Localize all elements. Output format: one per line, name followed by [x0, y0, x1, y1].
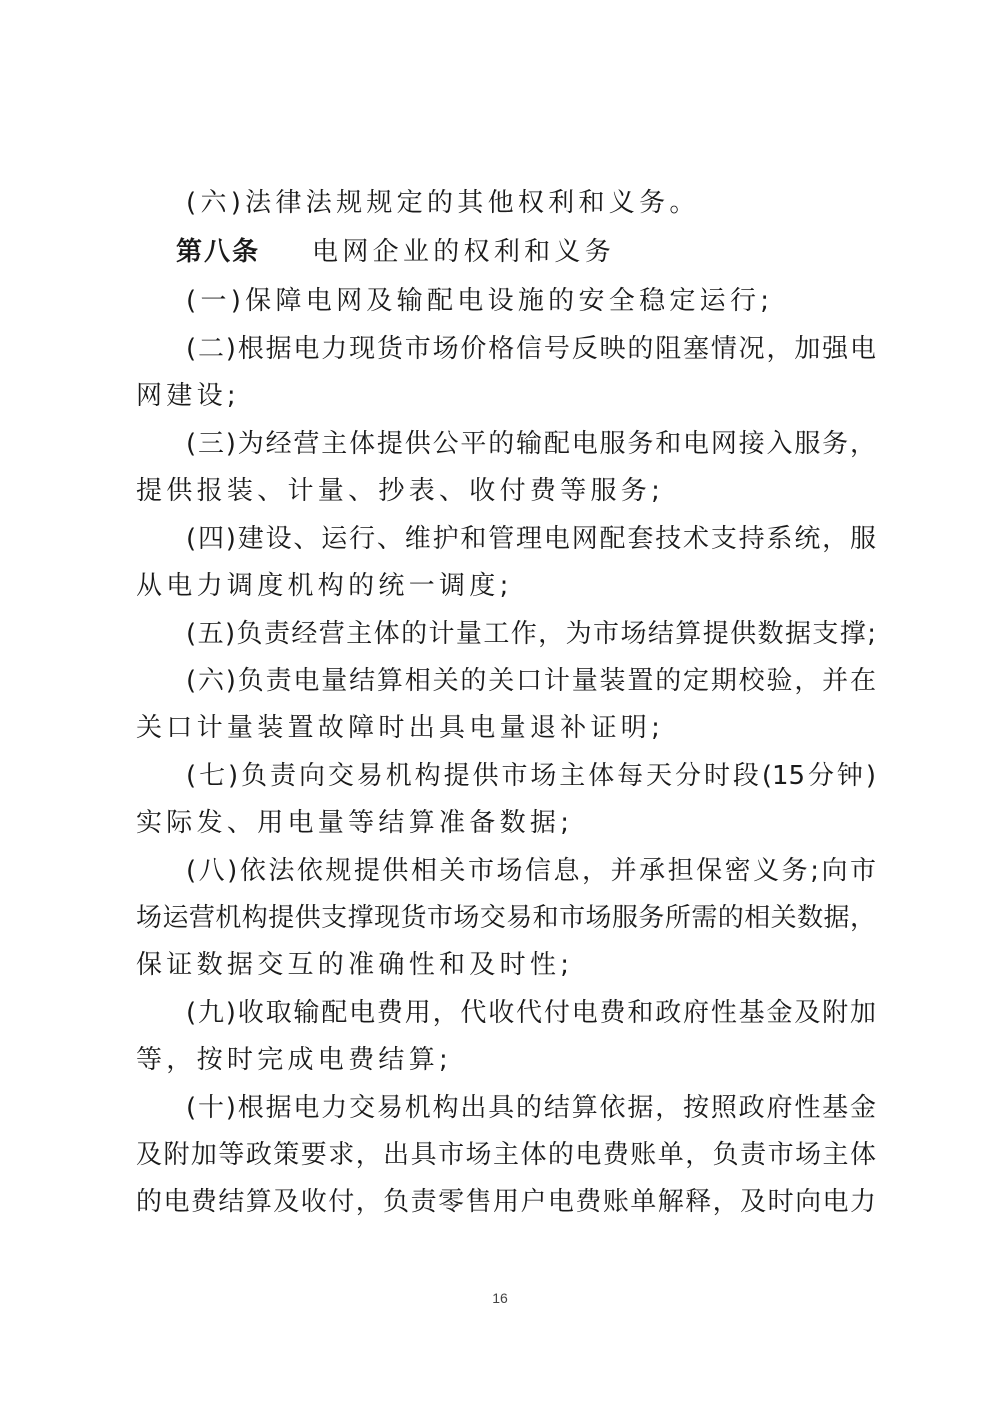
clause-line: (八)依法依规提供相关市场信息，并承担保密义务;向市 [186, 856, 876, 886]
clause-line: 的电费结算及收付，负责零售用户电费账单解释，及时向电力 [136, 1187, 876, 1217]
clause-line: 等，按时完成电费结算; [136, 1045, 453, 1075]
clause-line: (四)建设、运行、维护和管理电网配套技术支持系统，服 [186, 524, 876, 554]
clause-line: (十)根据电力交易机构出具的结算依据，按照政府性基金 [186, 1093, 876, 1123]
clause-line: 实际发、用电量等结算准备数据; [136, 808, 574, 838]
clause-line: (九)收取输配电费用，代收代付电费和政府性基金及附加 [186, 998, 876, 1028]
clause-line: 及附加等政策要求，出具市场主体的电费账单，负责市场主体 [136, 1140, 876, 1170]
clause-line: 网建设; [136, 381, 240, 411]
clause-line: (一)保障电网及输配电设施的安全稳定运行; [186, 286, 774, 316]
article-number: 第八条 [176, 237, 261, 267]
clause-line: 从电力调度机构的统一调度; [136, 571, 513, 601]
clause-line: (六)法律法规规定的其他权利和义务。 [186, 188, 700, 218]
clause-line: 保证数据交互的准确性和及时性; [136, 950, 574, 980]
clause-line: (三)为经营主体提供公平的输配电服务和电网接入服务， [186, 429, 876, 459]
clause-line: 场运营机构提供支撑现货市场交易和市场服务所需的相关数据， [136, 903, 876, 933]
clause-line: 关口计量装置故障时出具电量退补证明; [136, 713, 665, 743]
article-heading [176, 237, 916, 267]
clause-line: 提供报装、计量、抄表、收付费等服务; [136, 476, 665, 506]
clause-line: (六)负责电量结算相关的关口计量装置的定期校验，并在 [186, 666, 876, 696]
clause-line: (二)根据电力现货市场价格信号反映的阻塞情况，加强电 [186, 334, 876, 364]
page-number: 16 [492, 1290, 508, 1306]
article-title: 电网企业的权利和义务 [312, 237, 616, 267]
clause-line: (五)负责经营主体的计量工作，为市场结算提供数据支撑; [186, 619, 876, 649]
clause-line: (七)负责向交易机构提供市场主体每天分时段(15分钟) [186, 761, 876, 791]
